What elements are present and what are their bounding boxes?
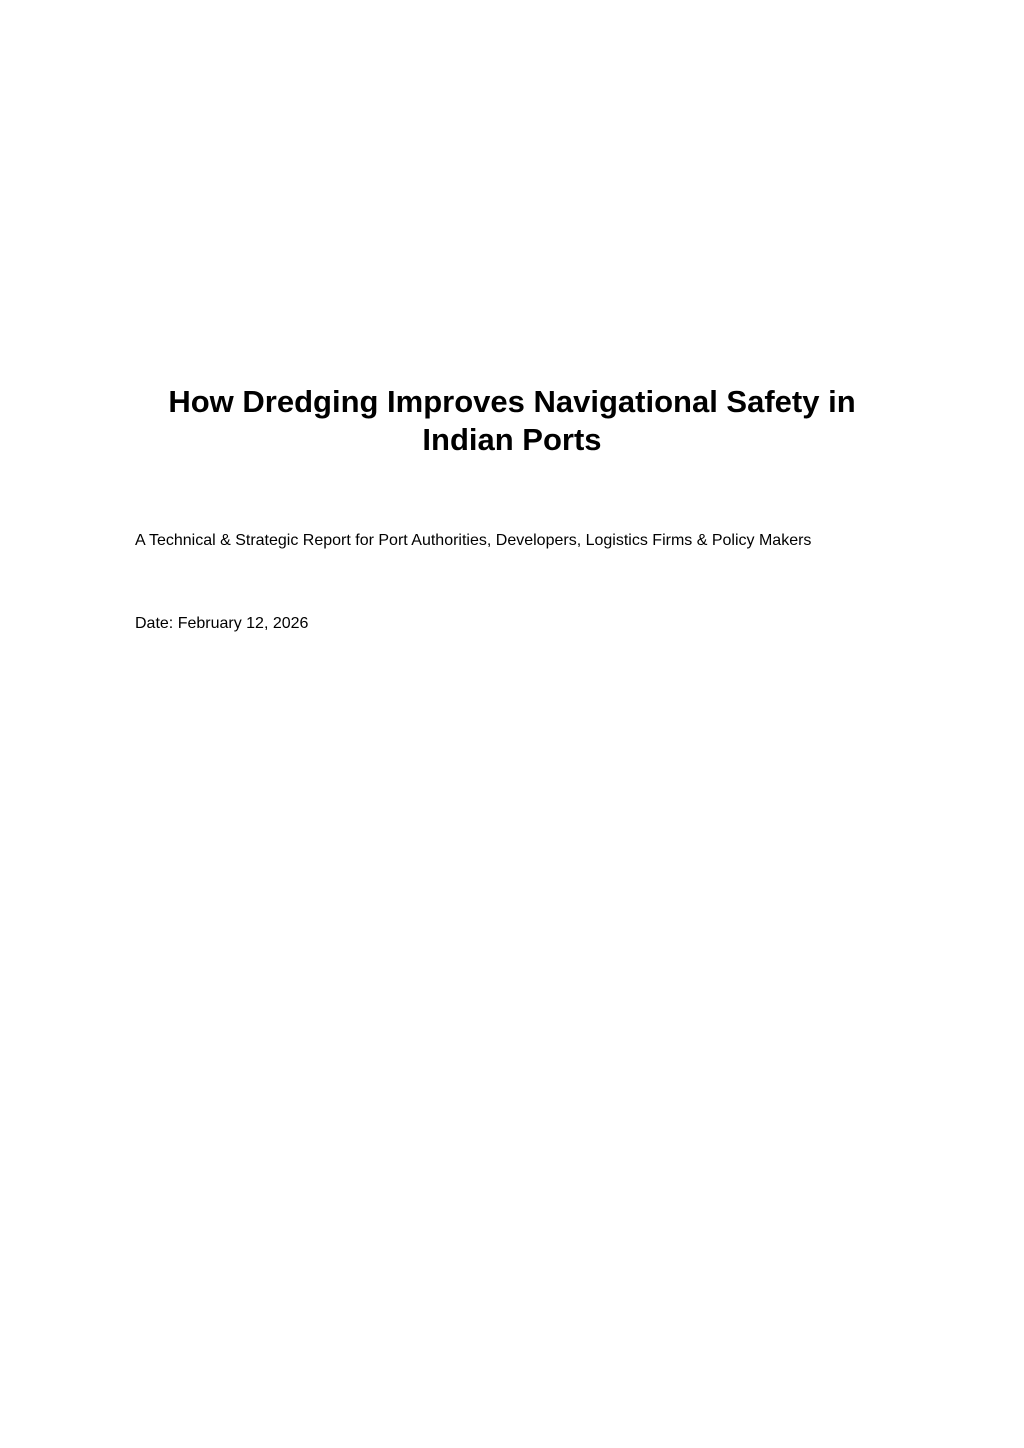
report-title-line-1: How Dredging Improves Navigational Safety in	[168, 384, 856, 419]
report-title-line-2: Indian Ports	[422, 422, 602, 457]
report-date: Date: February 12, 2026	[135, 615, 309, 632]
report-title	[120, 383, 904, 459]
report-subtitle: A Technical & Strategic Report for Port Authorities, Developers, Logistics Firms & Policy Makers	[135, 532, 812, 549]
